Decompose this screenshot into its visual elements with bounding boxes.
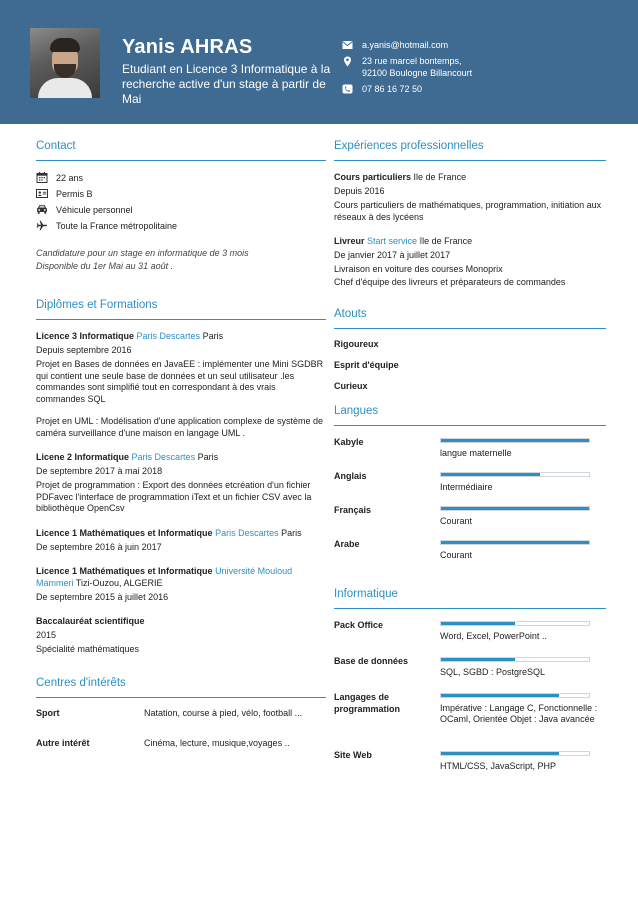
it-skill-row bbox=[334, 619, 606, 655]
it-skill-list bbox=[334, 619, 606, 779]
diploma-school[interactable]: Paris Descartes bbox=[136, 331, 201, 341]
diploma-title: Baccalauréat scientifique bbox=[36, 615, 145, 626]
language-value: Intermédiaire bbox=[440, 481, 493, 492]
it-skill-level-fill bbox=[441, 622, 515, 625]
diploma-place: Paris bbox=[197, 452, 219, 462]
diploma-school[interactable]: Université Mouloud Mammeri bbox=[36, 565, 293, 588]
availability-note-line-2: Disponible du 1er Mai au 31 août . bbox=[36, 261, 174, 271]
availability-note bbox=[36, 247, 326, 273]
it-skill-label: Base de données bbox=[334, 655, 409, 666]
section-title-langues: Langues bbox=[334, 405, 606, 426]
info-vehicle bbox=[36, 203, 326, 219]
info-vehicle-text: Véhicule personnel bbox=[56, 205, 133, 215]
contact-list bbox=[36, 171, 326, 235]
plane-icon bbox=[36, 220, 48, 231]
interest-label: Sport bbox=[36, 707, 60, 718]
info-mobility bbox=[36, 219, 326, 235]
experience-date: Depuis 2016 bbox=[334, 186, 385, 196]
envelope-icon bbox=[342, 40, 353, 50]
car-icon bbox=[36, 204, 48, 215]
language-label: Anglais bbox=[334, 470, 367, 481]
it-skill-level-fill bbox=[441, 694, 559, 697]
interest-row bbox=[36, 708, 326, 738]
language-row bbox=[334, 538, 606, 572]
diploma-entry bbox=[36, 527, 326, 553]
section-title-interets: Centres d'intérêts bbox=[36, 677, 326, 698]
diploma-title: Licence 1 Mathématiques et Informatique bbox=[36, 527, 213, 538]
section-title-contact: Contact bbox=[36, 140, 326, 161]
diploma-place: Paris bbox=[202, 331, 224, 341]
left-column bbox=[36, 140, 326, 768]
section-title-experiences: Expériences professionnelles bbox=[334, 140, 606, 161]
id-card-icon bbox=[36, 188, 48, 199]
it-skill-level-bar bbox=[440, 693, 590, 698]
interest-value: Natation, course à pied, vélo, football ... bbox=[144, 707, 303, 718]
experience-entry bbox=[334, 235, 606, 288]
it-skill-level-fill bbox=[441, 752, 559, 755]
address-line-2: 92100 Boulogne Billancourt bbox=[362, 68, 473, 78]
map-pin-icon bbox=[342, 56, 353, 66]
candidate-name: Yanis AHRAS bbox=[122, 36, 253, 58]
it-skill-value: Word, Excel, PowerPoint .. bbox=[440, 630, 547, 641]
language-level-bar bbox=[440, 540, 590, 545]
language-level-fill bbox=[441, 541, 589, 544]
language-value: langue maternelle bbox=[440, 447, 512, 458]
experience-title: Livreur bbox=[334, 236, 365, 246]
it-skill-level-bar bbox=[440, 657, 590, 662]
section-title-informatique: Informatique bbox=[334, 588, 606, 609]
it-skill-value: SQL, SGBD : PostgreSQL bbox=[440, 666, 546, 677]
interest-label: Autre intérêt bbox=[36, 737, 90, 748]
asset-item: Esprit d'équipe bbox=[334, 359, 399, 370]
section-title-diplomes: Diplômes et Formations bbox=[36, 299, 326, 320]
diploma-entry bbox=[36, 451, 326, 515]
phone-text[interactable]: 07 86 16 72 50 bbox=[362, 84, 423, 94]
diploma-entry bbox=[36, 615, 326, 655]
section-title-atouts: Atouts bbox=[334, 308, 606, 329]
diploma-place: Paris bbox=[281, 527, 302, 538]
diploma-title: Licence 1 Mathématiques et Informatique bbox=[36, 565, 213, 576]
language-list bbox=[334, 436, 606, 572]
candidate-tagline: Etudiant en Licence 3 Informatique à la recherche active d'un stage à partir de Mai bbox=[122, 62, 331, 106]
availability-note-line-1: Candidature pour un stage en informatique de 3 mois bbox=[36, 248, 249, 258]
language-label: Français bbox=[334, 504, 372, 515]
diploma-school[interactable]: Paris Descartes bbox=[131, 452, 196, 462]
language-level-fill bbox=[441, 473, 540, 476]
asset-item: Curieux bbox=[334, 380, 368, 391]
it-skill-value: Impérative : Langage C, Fonctionnelle : OCaml, Orientée Objet : Java avancée bbox=[440, 702, 598, 724]
email-row[interactable] bbox=[340, 39, 472, 51]
language-level-bar bbox=[440, 438, 590, 443]
it-skill-level-bar bbox=[440, 751, 590, 756]
language-row bbox=[334, 436, 606, 470]
it-skill-row bbox=[334, 749, 606, 779]
experience-desc: Chef d'équipe des livreurs et préparateurs de commandes bbox=[334, 276, 566, 287]
experience-date: De janvier 2017 à juillet 2017 bbox=[334, 250, 451, 260]
experience-company[interactable]: Start service bbox=[367, 236, 418, 246]
info-age-text: 22 ans bbox=[56, 173, 84, 183]
calendar-icon bbox=[36, 172, 48, 183]
diploma-place: Tizi-Ouzou, ALGERIE bbox=[75, 577, 163, 588]
language-label: Kabyle bbox=[334, 436, 364, 447]
diploma-date: De septembre 2015 à juillet 2016 bbox=[36, 591, 169, 602]
language-level-fill bbox=[441, 439, 589, 442]
diploma-title: Licence 3 Informatique bbox=[36, 331, 135, 341]
diploma-date: De septembre 2016 à juin 2017 bbox=[36, 541, 162, 552]
language-value: Courant bbox=[440, 515, 473, 526]
language-level-bar bbox=[440, 472, 590, 477]
diploma-entry bbox=[36, 565, 326, 603]
diploma-date: 2015 bbox=[36, 629, 57, 640]
it-skill-value: HTML/CSS, JavaScript, PHP bbox=[440, 760, 557, 771]
experience-desc: Livraison en voiture des courses Monoprix bbox=[334, 264, 503, 274]
avatar bbox=[30, 28, 100, 98]
phone-row[interactable] bbox=[340, 83, 472, 95]
it-skill-label: Langages de programmation bbox=[334, 691, 401, 714]
diploma-desc: Projet en Bases de données en JavaEE : implémenter une Mini SGDBR qui contient une seule base de données et un seul utilisateur .les commandes sont simplifié tout en correspondant à des vrais commandes SQL bbox=[36, 359, 324, 404]
address-line-1: 23 rue marcel bontemps, bbox=[362, 56, 462, 66]
address-row bbox=[340, 55, 472, 79]
diploma-title: Licene 2 Informatique bbox=[36, 452, 130, 462]
experience-place: Ile de France bbox=[413, 172, 467, 182]
diploma-desc: Projet en UML : Modélisation d'une application complexe de système de caméra surveillance d'une maison en langage UML . bbox=[36, 416, 324, 438]
info-age bbox=[36, 171, 326, 187]
language-row bbox=[334, 504, 606, 538]
diploma-entry bbox=[36, 330, 326, 439]
diploma-desc: Spécialité mathématiques bbox=[36, 643, 140, 654]
language-level-fill bbox=[441, 507, 589, 510]
asset-item: Rigoureux bbox=[334, 338, 379, 349]
it-skill-level-fill bbox=[441, 658, 515, 661]
it-skill-label: Pack Office bbox=[334, 619, 384, 630]
experience-place: île de France bbox=[419, 236, 473, 246]
diploma-date: Depuis septembre 2016 bbox=[36, 345, 132, 355]
header-banner bbox=[0, 0, 638, 124]
experience-title: Cours particuliers bbox=[334, 172, 412, 182]
experience-desc: Cours particuliers de mathématiques, programmation, initiation aux réseaux à des lycéens bbox=[334, 200, 602, 222]
info-mobility-text: Toute la France métropolitaine bbox=[56, 221, 178, 231]
language-row bbox=[334, 470, 606, 504]
interest-value: Cinéma, lecture, musique,voyages .. bbox=[144, 737, 290, 748]
diploma-school[interactable]: Paris Descartes bbox=[215, 527, 279, 538]
phone-icon bbox=[342, 84, 353, 94]
it-skill-level-bar bbox=[440, 621, 590, 626]
header-contact bbox=[340, 39, 472, 97]
interest-row bbox=[36, 738, 326, 768]
language-label: Arabe bbox=[334, 538, 360, 549]
info-license bbox=[36, 187, 326, 203]
info-license-text: Permis B bbox=[56, 189, 93, 199]
it-skill-label: Site Web bbox=[334, 749, 372, 760]
diploma-desc: Projet de programmation : Export des données etcréation d'un fichier PDFavec l'interface de programmation iText et un fichier CSV avec la bibliothèque OpenCsv bbox=[36, 480, 312, 513]
it-skill-row bbox=[334, 691, 606, 749]
right-column bbox=[334, 140, 606, 779]
language-value: Courant bbox=[440, 549, 473, 560]
diploma-date: De septembre 2017 à mai 2018 bbox=[36, 466, 163, 476]
it-skill-row bbox=[334, 655, 606, 691]
experience-entry bbox=[334, 171, 606, 223]
email-text[interactable]: a.yanis@hotmail.com bbox=[362, 40, 449, 50]
language-level-bar bbox=[440, 506, 590, 511]
